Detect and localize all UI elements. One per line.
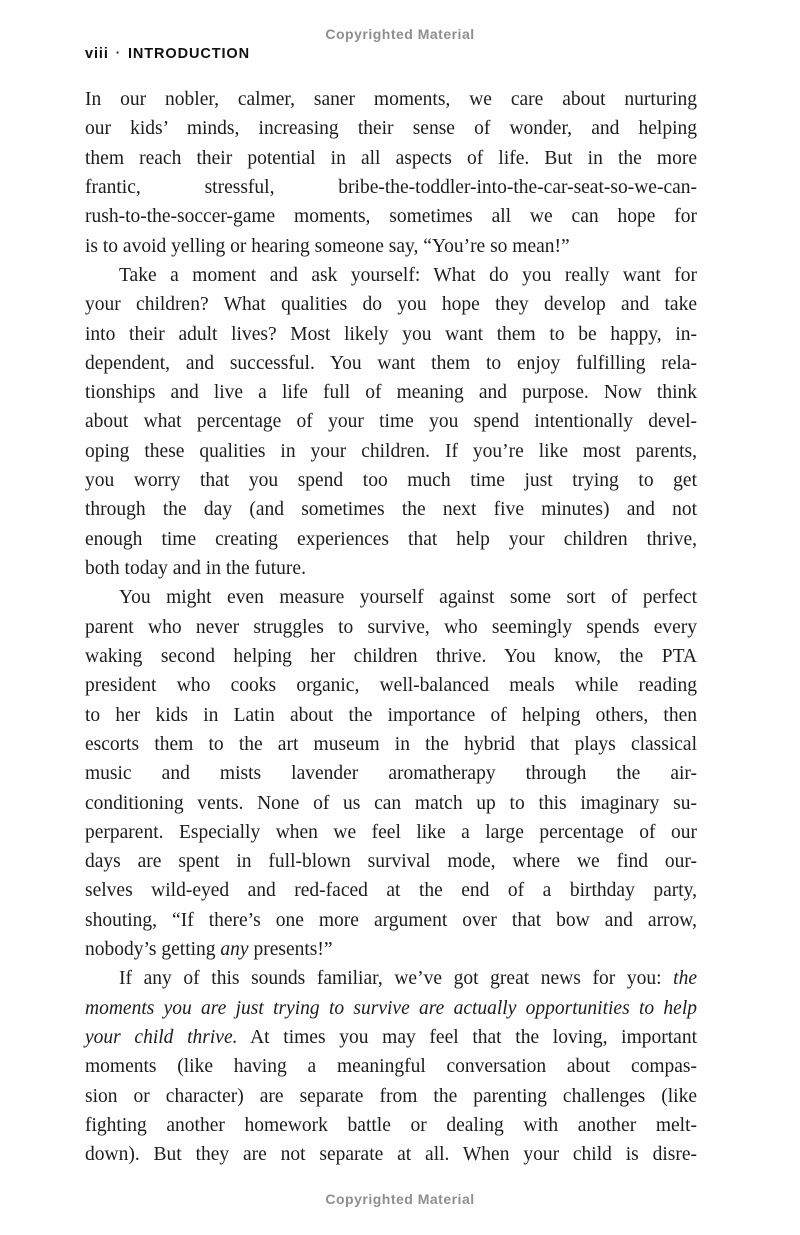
text-line: If any of this sounds familiar, we’ve got great news for you: the [119, 968, 697, 990]
text-line: to her kids in Latin about the importance of helping others, then [85, 704, 697, 726]
text-line: parent who never struggles to survive, who seemingly spends every [85, 616, 697, 638]
text-line: about what percentage of your time you spend intentionally devel- [85, 411, 697, 433]
text-line: into their adult lives? Most likely you want them to be happy, in- [85, 323, 697, 345]
text-line: escorts them to the art museum in the hybrid that plays classical [85, 733, 697, 755]
text-line: sion or character) are separate from the parenting challenges (like [85, 1085, 697, 1107]
copyright-notice-bottom: Copyrighted Material [325, 1191, 475, 1207]
text-line: rush-to-the-soccer-game moments, sometimes all we can hope for [85, 206, 697, 228]
text-line: frantic, stressful, bribe-the-toddler-into-the-car-seat-so-we-can- [85, 176, 697, 198]
text-line: down). But they are not separate at all. When your child is disre- [85, 1144, 697, 1166]
text-line: your children? What qualities do you hope they develop and take [85, 294, 697, 316]
paragraph [85, 261, 697, 583]
text-line: oping these qualities in your children. If you’re like most parents, [85, 440, 697, 462]
text-line: enough time creating experiences that help your children thrive, [85, 528, 697, 550]
running-header [85, 46, 250, 62]
text-line: moments you are just trying to survive are actually opportunities to help [85, 997, 697, 1019]
text-line: our kids’ minds, increasing their sense of wonder, and helping [85, 118, 697, 140]
text-line: Take a moment and ask yourself: What do you really want for [119, 264, 697, 286]
text-line: you worry that you spend too much time just trying to get [85, 470, 697, 492]
paragraph [85, 583, 697, 964]
text-line: conditioning vents. None of us can match up to this imaginary su- [85, 792, 697, 814]
text-line: them reach their potential in all aspects of life. But in the more [85, 147, 697, 169]
text-line: music and mists lavender aromatherapy through the air- [85, 763, 697, 785]
paragraph [85, 964, 697, 1169]
text-line: fighting another homework battle or dealing with another melt- [85, 1114, 697, 1136]
text-line: is to avoid yelling or hearing someone say, “You’re so mean!” [85, 235, 570, 257]
text-line: dependent, and successful. You want them to enjoy fulfilling rela- [85, 352, 697, 374]
text-line: your child thrive. At times you may feel that the loving, important [85, 1027, 698, 1048]
text-line: shouting, “If there’s one more argument over that bow and arrow, [85, 909, 697, 931]
text-line: nobody’s getting any presents!” [85, 939, 333, 961]
text-line: days are spent in full-blown survival mode, where we find our- [85, 851, 697, 873]
text-line: selves wild-eyed and red-faced at the end of a birthday party, [85, 880, 697, 902]
paragraph [85, 85, 697, 261]
body-text [85, 85, 697, 1170]
page-number: viii [85, 46, 109, 62]
text-line: perparent. Especially when we feel like a large percentage of our [85, 821, 697, 843]
text-line: both today and in the future. [85, 558, 306, 579]
text-line: You might even measure yourself against some sort of perfect [119, 587, 697, 609]
section-title: INTRODUCTION [127, 46, 250, 62]
text-line: president who cooks organic, well-balanced meals while reading [85, 675, 697, 697]
header-separator-dot: · [115, 45, 121, 60]
text-line: In our nobler, calmer, saner moments, we care about nurturing [85, 89, 697, 110]
copyright-notice-top: Copyrighted Material [325, 26, 475, 42]
text-line: through the day (and sometimes the next five minutes) and not [85, 499, 697, 521]
text-line: moments (like having a meaningful conversation about compas- [85, 1056, 697, 1078]
text-line: tionships and live a life full of meaning and purpose. Now think [85, 382, 697, 404]
text-line: waking second helping her children thrive. You know, the PTA [85, 645, 697, 667]
